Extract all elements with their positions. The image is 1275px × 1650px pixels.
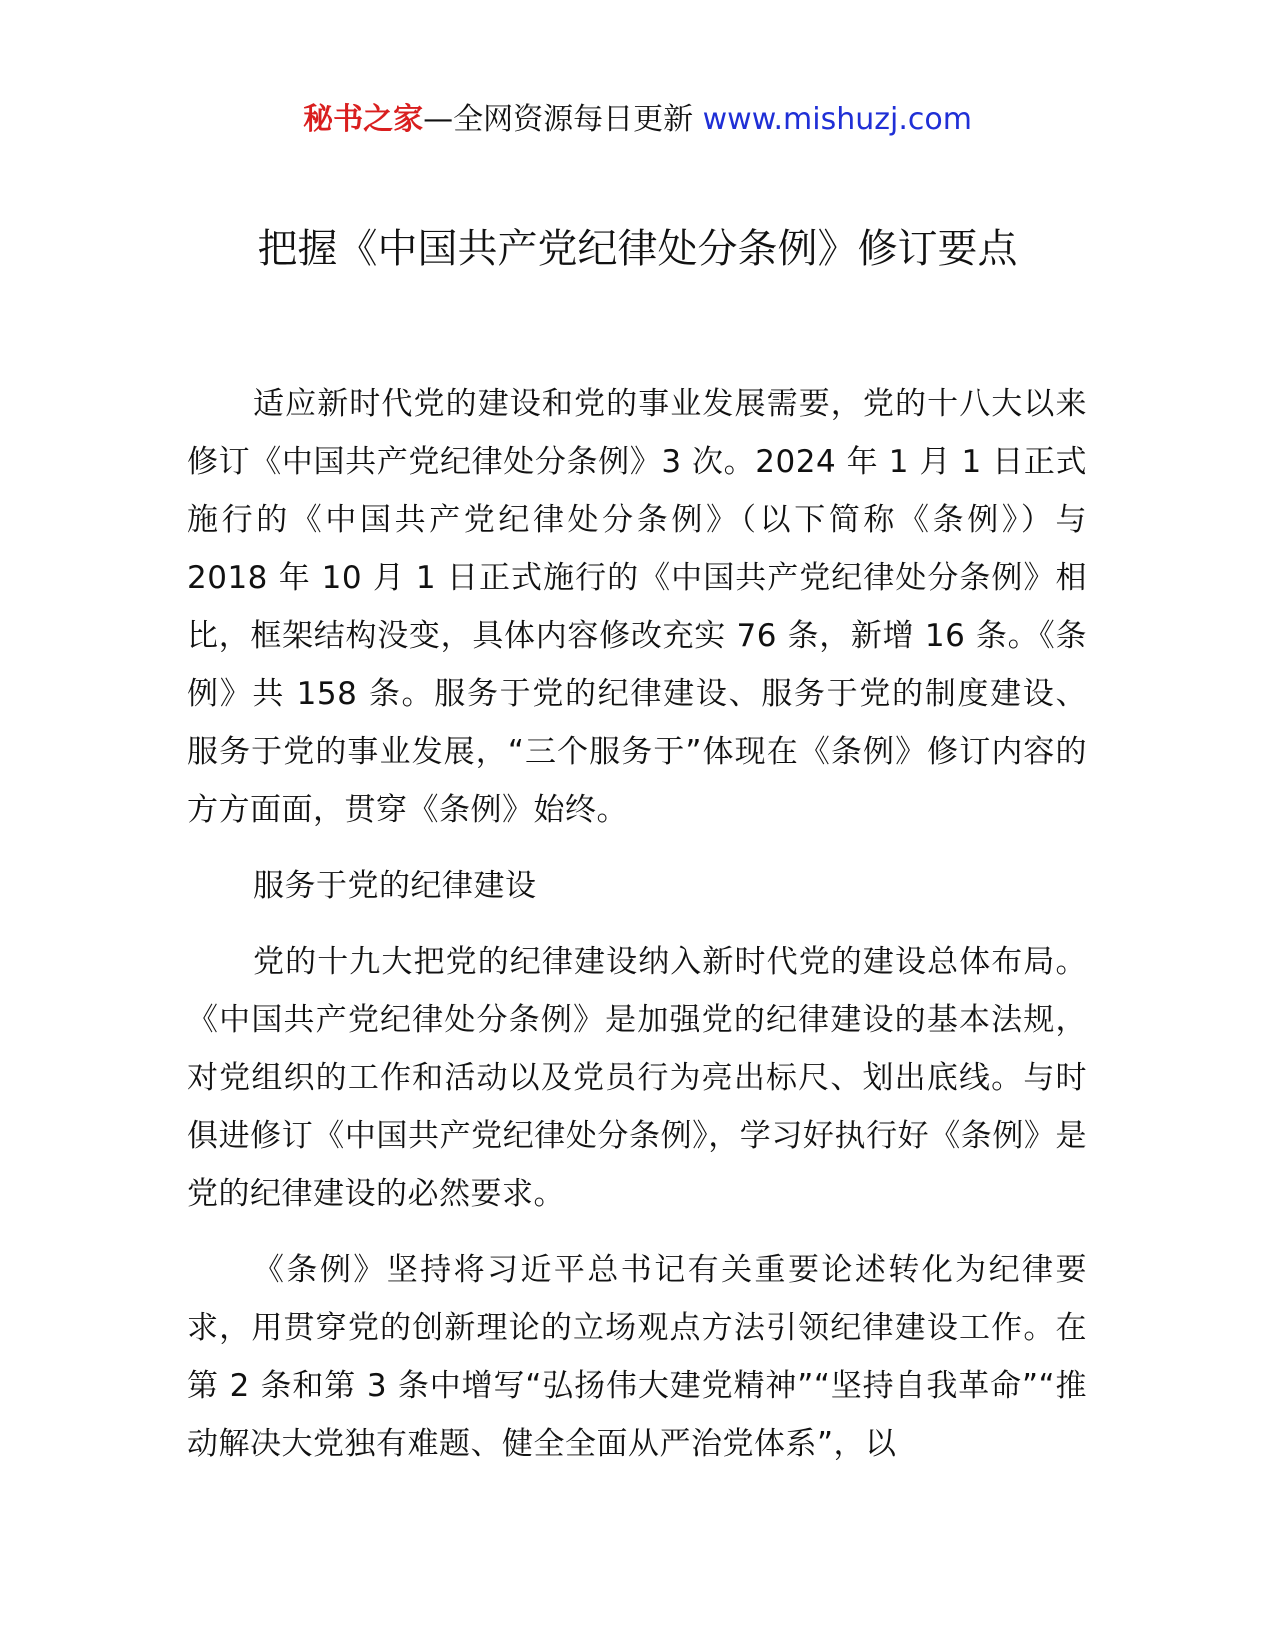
paragraph-intro: 适应新时代党的建设和党的事业发展需要，党的十八大以来修订《中国共产党纪律处分条例》3 次。2024 年 1 月 1 日正式施行的《中国共产党纪律处分条例》（以下简称《条例》）与 2018 年 10 月 1 日正式施行的《中国共产党纪律处分条例》相比，框架结构没变，具体内容修改充实 76 条，新增 16 条。《条例》共 158 条。服务于党的纪律建设、服务于党的制度建设、服务于党的事业发展，“三个服务于”体现在《条例》修订内容的方方面面，贯穿《条例》始终。	[187, 386, 1087, 828]
site-link[interactable]: www.mishuzj.com	[702, 102, 972, 137]
document-title: 把握《中国共产党纪律处分条例》修订要点	[257, 226, 1018, 272]
section-heading: 服务于党的纪律建设	[253, 868, 537, 904]
paragraph: 党的十九大把党的纪律建设纳入新时代党的建设总体布局。《中国共产党纪律处分条例》是加强党的纪律建设的基本法规，对党组织的工作和活动以及党员行为亮出标尺、划出底线。与时俱进修订《中国共产党纪律处分条例》，学习好执行好《条例》是党的纪律建设的必然要求。	[187, 944, 1087, 1212]
paragraph: 《条例》坚持将习近平总书记有关重要论述转化为纪律要求，用贯穿党的创新理论的立场观点方法引领纪律建设工作。在第 2 条和第 3 条中增写“弘扬伟大建党精神”“坚持自我革命”“推动解决大党独有难题、健全全面从严治党体系”，以	[187, 1252, 1087, 1462]
header-tagline: —全网资源每日更新	[423, 102, 703, 137]
brand-name: 秘书之家	[303, 102, 424, 137]
header-banner	[0, 100, 1275, 140]
document-body	[187, 375, 1087, 1473]
